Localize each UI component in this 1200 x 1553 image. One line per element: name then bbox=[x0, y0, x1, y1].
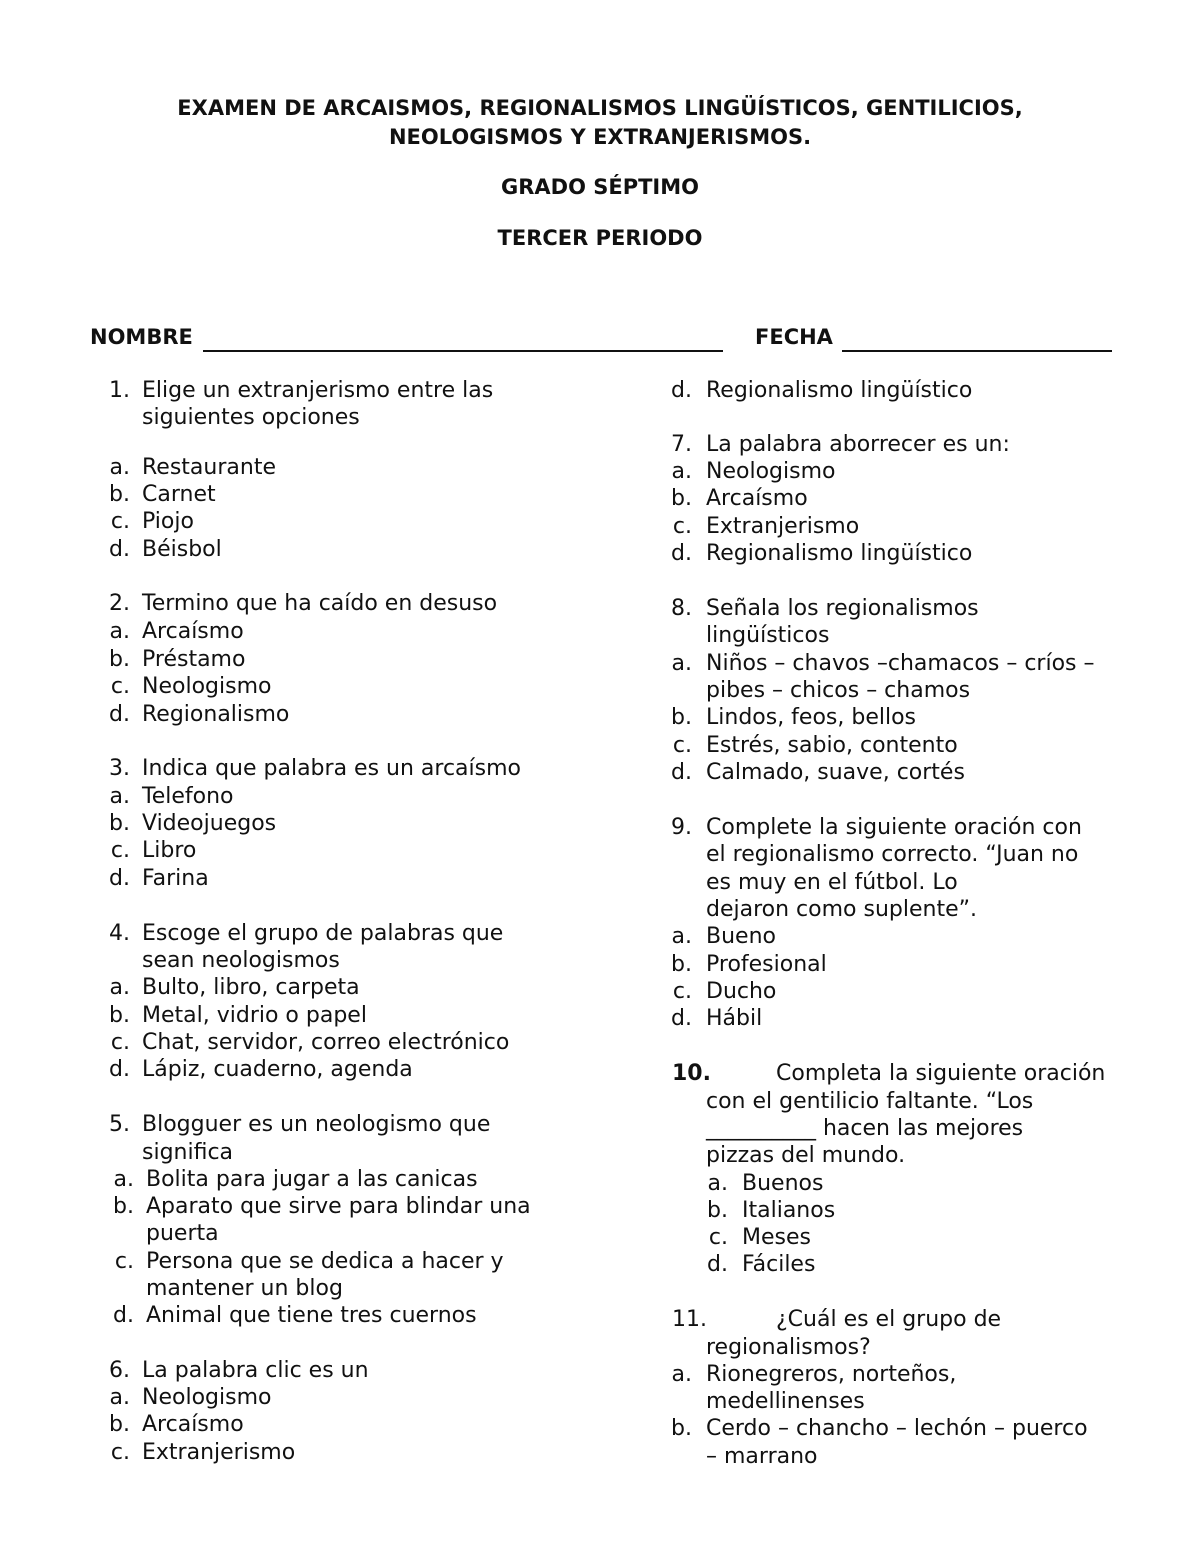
item-text: Persona que se dedica a hacer y bbox=[146, 1249, 504, 1274]
item-marker: d. bbox=[671, 541, 692, 566]
item-text: La palabra aborrecer es un: bbox=[706, 432, 1010, 457]
item-marker: d. bbox=[113, 1303, 134, 1328]
item-text: mantener un blog bbox=[146, 1276, 343, 1301]
item-text: Arcaísmo bbox=[706, 486, 808, 511]
item-text: Préstamo bbox=[142, 647, 246, 672]
item-marker: d. bbox=[109, 702, 130, 727]
item-text: Carnet bbox=[142, 482, 216, 507]
exam-title-line-1: EXAMEN DE ARCAISMOS, REGIONALISMOS LINGÜÍSTICOS, GENTILICIOS, bbox=[177, 96, 1023, 120]
item-marker: b. bbox=[109, 1003, 130, 1028]
item-text: Chat, servidor, correo electrónico bbox=[142, 1030, 510, 1055]
item-text: Regionalismo lingüístico bbox=[706, 378, 973, 403]
item-marker: c. bbox=[708, 1225, 728, 1250]
name-label: NOMBRE bbox=[90, 325, 193, 349]
item-marker: c. bbox=[672, 979, 692, 1004]
item-text: Indica que palabra es un arcaísmo bbox=[142, 756, 521, 781]
item-marker: c. bbox=[672, 514, 692, 539]
item-text: Regionalismo bbox=[142, 702, 290, 727]
item-text: Elige un extranjerismo entre las bbox=[142, 378, 494, 403]
item-marker: 9. bbox=[671, 815, 692, 840]
item-marker: d. bbox=[109, 1057, 130, 1082]
item-marker: a. bbox=[109, 975, 130, 1000]
item-text: dejaron como suplente”. bbox=[706, 897, 978, 922]
item-text: Lindos, feos, bellos bbox=[706, 705, 917, 730]
item-marker: b. bbox=[109, 1412, 130, 1437]
item-marker: 8. bbox=[671, 596, 692, 621]
item-marker: c. bbox=[672, 733, 692, 758]
item-marker: c. bbox=[110, 1440, 130, 1465]
item-text: ¿Cuál es el grupo de bbox=[776, 1307, 1002, 1332]
item-text: Estrés, sabio, contento bbox=[706, 733, 958, 758]
item-text: La palabra clic es un bbox=[142, 1358, 369, 1383]
date-field[interactable] bbox=[842, 350, 1112, 352]
item-text: Metal, vidrio o papel bbox=[142, 1003, 367, 1028]
item-text: siguientes opciones bbox=[142, 405, 360, 430]
item-marker: a. bbox=[671, 651, 692, 676]
item-text: Extranjerismo bbox=[142, 1440, 296, 1465]
item-text: __________ hacen las mejores bbox=[706, 1116, 1024, 1141]
item-text: Escoge el grupo de palabras que bbox=[142, 921, 504, 946]
item-text: Piojo bbox=[142, 509, 194, 534]
item-marker: 5. bbox=[109, 1112, 130, 1137]
item-text: Videojuegos bbox=[142, 811, 277, 836]
item-text: Niños – chavos –chamacos – críos – bbox=[706, 651, 1095, 676]
item-text: Calmado, suave, cortés bbox=[706, 760, 965, 785]
grade-heading: GRADO SÉPTIMO bbox=[500, 175, 699, 199]
item-text: Completa la siguiente oración bbox=[776, 1061, 1106, 1086]
item-text: Italianos bbox=[742, 1198, 836, 1223]
item-marker: 3. bbox=[109, 756, 130, 781]
item-text: Profesional bbox=[706, 952, 827, 977]
item-marker: a. bbox=[707, 1171, 728, 1196]
item-text: lingüísticos bbox=[706, 623, 830, 648]
item-marker: a. bbox=[109, 1385, 130, 1410]
item-text: Aparato que sirve para blindar una bbox=[146, 1194, 531, 1219]
item-marker: a. bbox=[109, 455, 130, 480]
item-text: Rionegreros, norteños, bbox=[706, 1362, 957, 1387]
item-marker: a. bbox=[671, 459, 692, 484]
item-text: pizzas del mundo. bbox=[706, 1143, 906, 1168]
item-text: Telefono bbox=[142, 784, 234, 809]
item-marker: c. bbox=[110, 1030, 130, 1055]
item-text: Arcaísmo bbox=[142, 619, 244, 644]
item-marker: 7. bbox=[671, 432, 692, 457]
item-marker: 10. bbox=[672, 1061, 711, 1086]
item-marker: 2. bbox=[109, 591, 130, 616]
item-text: Cerdo – chancho – lechón – puerco bbox=[706, 1416, 1088, 1441]
item-text: pibes – chicos – chamos bbox=[706, 678, 971, 703]
item-text: Ducho bbox=[706, 979, 777, 1004]
item-marker: 1. bbox=[109, 378, 130, 403]
item-marker: a. bbox=[113, 1167, 134, 1192]
item-marker: b. bbox=[707, 1198, 728, 1223]
item-text: Fáciles bbox=[742, 1252, 816, 1277]
item-marker: d. bbox=[109, 537, 130, 562]
item-text: Animal que tiene tres cuernos bbox=[146, 1303, 477, 1328]
item-marker: b. bbox=[671, 1416, 692, 1441]
student-fields bbox=[90, 325, 1120, 355]
item-text: Meses bbox=[742, 1225, 811, 1250]
item-text: Extranjerismo bbox=[706, 514, 860, 539]
item-text: Arcaísmo bbox=[142, 1412, 244, 1437]
date-label: FECHA bbox=[755, 325, 833, 349]
item-marker: 11. bbox=[672, 1307, 707, 1332]
item-text: – marrano bbox=[706, 1444, 818, 1469]
item-marker: d. bbox=[671, 760, 692, 785]
item-text: Farina bbox=[142, 866, 209, 891]
item-text: Neologismo bbox=[142, 674, 272, 699]
item-marker: b. bbox=[671, 705, 692, 730]
item-marker: b. bbox=[109, 647, 130, 672]
item-marker: d. bbox=[109, 866, 130, 891]
item-text: significa bbox=[142, 1140, 234, 1165]
item-marker: d. bbox=[671, 378, 692, 403]
item-marker: a. bbox=[109, 784, 130, 809]
item-marker: c. bbox=[114, 1249, 134, 1274]
item-text: Hábil bbox=[706, 1006, 763, 1031]
item-text: Béisbol bbox=[142, 537, 222, 562]
item-text: el regionalismo correcto. “Juan no bbox=[706, 842, 1079, 867]
period-heading: TERCER PERIODO bbox=[497, 226, 703, 250]
item-text: Bulto, libro, carpeta bbox=[142, 975, 360, 1000]
item-text: Regionalismo lingüístico bbox=[706, 541, 973, 566]
item-marker: c. bbox=[110, 509, 130, 534]
item-text: Buenos bbox=[742, 1171, 824, 1196]
item-text: Termino que ha caído en desuso bbox=[142, 591, 498, 616]
item-marker: b. bbox=[109, 811, 130, 836]
item-text: Complete la siguiente oración con bbox=[706, 815, 1082, 840]
item-text: es muy en el fútbol. Lo bbox=[706, 870, 958, 895]
item-text: Restaurante bbox=[142, 455, 276, 480]
item-marker: b. bbox=[109, 482, 130, 507]
item-text: Bolita para jugar a las canicas bbox=[146, 1167, 478, 1192]
item-marker: c. bbox=[110, 674, 130, 699]
item-text: sean neologismos bbox=[142, 948, 340, 973]
item-marker: c. bbox=[110, 838, 130, 863]
item-text: Lápiz, cuaderno, agenda bbox=[142, 1057, 413, 1082]
item-text: Blogguer es un neologismo que bbox=[142, 1112, 491, 1137]
item-text: Libro bbox=[142, 838, 197, 863]
item-marker: d. bbox=[707, 1252, 728, 1277]
item-marker: a. bbox=[671, 924, 692, 949]
item-marker: b. bbox=[113, 1194, 134, 1219]
item-marker: b. bbox=[671, 952, 692, 977]
item-marker: a. bbox=[109, 619, 130, 644]
item-text: regionalismos? bbox=[706, 1335, 871, 1360]
item-marker: 6. bbox=[109, 1358, 130, 1383]
item-marker: a. bbox=[671, 1362, 692, 1387]
name-field[interactable] bbox=[203, 350, 723, 352]
exam-title-line-2: NEOLOGISMOS Y EXTRANJERISMOS. bbox=[388, 125, 812, 149]
item-marker: d. bbox=[671, 1006, 692, 1031]
item-text: puerta bbox=[146, 1221, 219, 1246]
item-text: Señala los regionalismos bbox=[706, 596, 979, 621]
item-text: Neologismo bbox=[142, 1385, 272, 1410]
item-text: medellinenses bbox=[706, 1389, 865, 1414]
item-text: Bueno bbox=[706, 924, 776, 949]
item-marker: b. bbox=[671, 486, 692, 511]
item-text: Neologismo bbox=[706, 459, 836, 484]
item-text: con el gentilicio faltante. “Los bbox=[706, 1089, 1034, 1114]
item-marker: 4. bbox=[109, 921, 130, 946]
